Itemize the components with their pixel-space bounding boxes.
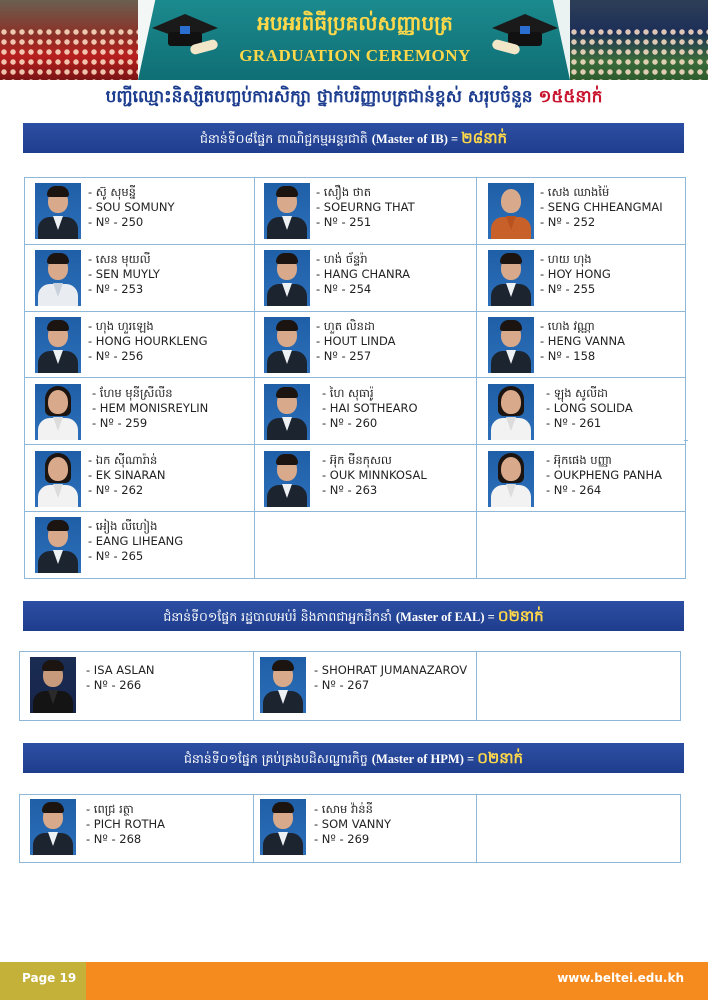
student-photo bbox=[264, 250, 310, 306]
student-entry bbox=[316, 185, 415, 230]
student-number: - Nº - 268 bbox=[86, 832, 142, 846]
headline-text: បញ្ជីឈ្មោះនិស្សិតបញ្ចប់ការសិក្សា ថ្នាក់បរិញ្ញាបត្រជាន់ខ្ពស់ សរុបចំនួន bbox=[105, 87, 539, 107]
graduates-photo-left bbox=[0, 0, 138, 80]
student-photo bbox=[35, 517, 81, 573]
student-entry bbox=[322, 386, 418, 431]
student-photo bbox=[35, 183, 81, 239]
section-title-khmer: ជំនាន់ទី០១ផ្នែក រដ្ឋបាលអប់រំ និងភាពជាអ្នកដឹកនាំ bbox=[163, 609, 396, 624]
student-name-khmer: - សោម វ៉ាន់នី bbox=[314, 802, 373, 816]
student-entry bbox=[314, 663, 467, 693]
student-number: - Nº - 250 bbox=[88, 215, 144, 229]
student-name-khmer: - អ៊ុកផេង បញ្ញា bbox=[546, 453, 612, 467]
section-title-english: (Master of EAL) = bbox=[395, 610, 498, 624]
student-name-english: - HONG HOURKLENG bbox=[88, 334, 208, 348]
student-number: - Nº - 265 bbox=[88, 549, 144, 563]
section-title-khmer: ជំនាន់ទី០៨ផ្នែក ពាណិជ្ជកម្មអន្តរជាតិ bbox=[199, 131, 372, 146]
student-entry bbox=[314, 802, 391, 847]
student-name-khmer: - ពេជ្រ រត្ថា bbox=[86, 802, 134, 816]
section-bar-eal bbox=[23, 601, 684, 631]
graduates-photo-right bbox=[570, 0, 708, 80]
student-name-khmer: - អ៊ុក មីនកុសល bbox=[322, 453, 392, 467]
section-title-english: (Master of HPM) = bbox=[371, 752, 478, 766]
student-name-khmer: - ហែម មុនីស្រីលីន bbox=[92, 386, 173, 400]
student-number: - Nº - 263 bbox=[322, 483, 378, 497]
student-number: - Nº - 257 bbox=[316, 349, 372, 363]
student-number: - Nº - 260 bbox=[322, 416, 378, 430]
student-name-khmer: - ហុង ហួរឡេង bbox=[88, 319, 154, 333]
student-name-english: - SHOHRAT JUMANAZAROV bbox=[314, 663, 468, 677]
student-entry bbox=[316, 319, 396, 364]
student-name-english: - EANG LIHEANG bbox=[88, 534, 184, 548]
student-photo bbox=[488, 317, 534, 373]
student-name-khmer: - ស៊ូ សុមន្នី bbox=[88, 185, 136, 199]
student-photo bbox=[35, 250, 81, 306]
student-photo bbox=[30, 799, 76, 855]
student-name-english: - OUK MINNKOSAL bbox=[322, 468, 427, 482]
student-name-khmer: - សឿង ថាត bbox=[316, 185, 372, 199]
graduation-cap-icon bbox=[490, 10, 560, 62]
student-photo bbox=[30, 657, 76, 713]
student-number: - Nº - 266 bbox=[86, 678, 142, 692]
student-number: - Nº - 256 bbox=[88, 349, 144, 363]
section-title-english: (Master of IB) = bbox=[371, 132, 462, 146]
student-entry bbox=[88, 453, 165, 498]
student-entry bbox=[540, 185, 663, 230]
section-count: ២៨នាក់ bbox=[461, 129, 508, 147]
student-entry bbox=[86, 663, 155, 693]
student-photo bbox=[264, 317, 310, 373]
student-number: - Nº - 253 bbox=[88, 282, 144, 296]
student-entry bbox=[88, 185, 175, 230]
student-name-english: - OUKPHENG PANHA bbox=[546, 468, 663, 482]
website-link[interactable]: www.beltei.edu.kh bbox=[86, 962, 708, 1000]
student-entry bbox=[546, 386, 633, 431]
graduation-banner bbox=[0, 0, 708, 80]
student-name-khmer: - អៀង លីហៀង bbox=[88, 519, 158, 533]
student-number: - Nº - 267 bbox=[314, 678, 370, 692]
student-photo bbox=[488, 384, 534, 440]
student-photo bbox=[35, 317, 81, 373]
student-photo bbox=[488, 183, 534, 239]
student-name-khmer: - សេន មុយលី bbox=[88, 252, 151, 266]
student-number: - Nº - 261 bbox=[546, 416, 602, 430]
student-name-english: - HOY HONG bbox=[540, 267, 611, 281]
student-name-english: - LONG SOLIDA bbox=[546, 401, 633, 415]
student-entry bbox=[540, 319, 625, 364]
student-photo bbox=[264, 384, 310, 440]
student-entry bbox=[546, 453, 662, 498]
student-entry bbox=[88, 319, 208, 364]
student-number: - Nº - 255 bbox=[540, 282, 596, 296]
section-title-khmer: ជំនាន់ទី០១ផ្នែក គ្រប់គ្រងបដិសណ្ឋារកិច្ច bbox=[183, 751, 372, 766]
student-name-english: - EK SINARAN bbox=[88, 468, 166, 482]
section-count: ០២នាក់ bbox=[497, 607, 544, 625]
section-count: ០២នាក់ bbox=[477, 749, 524, 767]
student-photo bbox=[488, 451, 534, 507]
student-name-english: - HENG VANNA bbox=[540, 334, 625, 348]
student-name-english: - SOU SOMUNY bbox=[88, 200, 175, 214]
page-headline bbox=[0, 86, 708, 111]
student-name-english: - HAI SOTHEARO bbox=[322, 401, 418, 415]
student-number: - Nº - 259 bbox=[92, 416, 148, 430]
student-name-khmer: - ឡុង សូលីដា bbox=[546, 386, 608, 400]
student-name-english: - SOM VANNY bbox=[314, 817, 391, 831]
student-entry bbox=[540, 252, 611, 297]
student-photo bbox=[260, 799, 306, 855]
student-name-english: - HEM MONISREYLIN bbox=[92, 401, 209, 415]
student-name-khmer: - ហយ ហុង bbox=[540, 252, 592, 266]
student-number: - Nº - 252 bbox=[540, 215, 596, 229]
student-photo bbox=[260, 657, 306, 713]
student-number: - Nº - 158 bbox=[540, 349, 596, 363]
student-photo bbox=[35, 451, 81, 507]
student-name-english: - PICH ROTHA bbox=[86, 817, 166, 831]
page-number: Page 19 bbox=[0, 962, 86, 1000]
student-entry bbox=[86, 802, 165, 847]
section-bar-hpm bbox=[23, 743, 684, 773]
student-photo bbox=[488, 250, 534, 306]
student-name-english: - ISA ASLAN bbox=[86, 663, 155, 677]
banner-title-khmer: អបអរពិធីប្រគល់សញ្ញាបត្រ bbox=[257, 11, 453, 35]
student-entry bbox=[322, 453, 427, 498]
student-name-english: - SEN MUYLY bbox=[88, 267, 160, 281]
student-name-english: - SOEURNG THAT bbox=[316, 200, 415, 214]
student-name-english: - SENG CHHEANGMAI bbox=[540, 200, 663, 214]
student-name-khmer: - ឯក ស៊ីណារ៉ាន់ bbox=[88, 453, 158, 467]
student-photo bbox=[264, 183, 310, 239]
student-entry bbox=[92, 386, 208, 431]
headline-count: ១៥៥នាក់ bbox=[538, 87, 603, 107]
student-entry bbox=[316, 252, 410, 297]
student-name-khmer: - ហេង វណ្ណា bbox=[540, 319, 595, 333]
student-name-khmer: - ហៃ សុធារ៉ូ bbox=[322, 386, 374, 400]
student-photo bbox=[264, 451, 310, 507]
student-name-english: - HANG CHANRA bbox=[316, 267, 411, 281]
student-photo bbox=[35, 384, 81, 440]
student-number: - Nº - 262 bbox=[88, 483, 144, 497]
student-number: - Nº - 254 bbox=[316, 282, 372, 296]
student-name-khmer: - ហួត លិនដា bbox=[316, 319, 375, 333]
student-name-english: - HOUT LINDA bbox=[316, 334, 396, 348]
student-number: - Nº - 264 bbox=[546, 483, 602, 497]
student-name-khmer: - សេង ឈាងម៉ៃ bbox=[540, 185, 610, 199]
student-entry bbox=[88, 252, 160, 297]
student-number: - Nº - 269 bbox=[314, 832, 370, 846]
banner-title-english: GRADUATION CEREMONY bbox=[239, 46, 471, 65]
student-number: - Nº - 251 bbox=[316, 215, 372, 229]
student-entry bbox=[88, 519, 183, 564]
section-bar-ib bbox=[23, 123, 684, 153]
student-name-khmer: - ហង់ ច័ន្ទរ៉ា bbox=[316, 252, 368, 266]
